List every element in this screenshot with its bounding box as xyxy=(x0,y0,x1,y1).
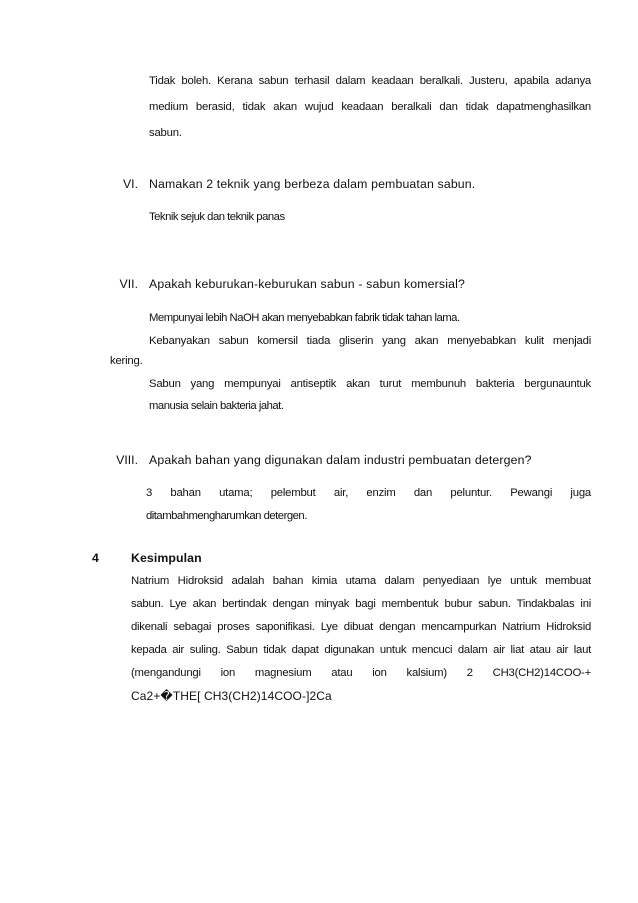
conclusion-line-2: sabun. Lye akan bertindak dengan minyak bagi membentuk bubur sabun. Tindakbalas ini xyxy=(131,598,591,610)
question-vii-text: Apakah keburukan-keburukan sabun - sabun komersial? xyxy=(149,277,465,291)
conclusion-line-3: dikenali sebagai proses saponifikasi. Lye dibuat dengan mencampurkan Natrium Hidroksid xyxy=(131,621,591,633)
answer-vi: Teknik sejuk dan teknik panas xyxy=(149,211,285,223)
answer-v-line-1: Tidak boleh. Kerana sabun terhasil dalam keadaan beralkali. Justeru, apabila adanya xyxy=(149,75,591,87)
question-viii-text: Apakah bahan yang digunakan dalam industri pembuatan detergen? xyxy=(149,453,532,467)
answer-viii-line-2: ditambahmengharumkan detergen. xyxy=(146,510,307,522)
question-vi-text: Namakan 2 teknik yang berbeza dalam pembuatan sabun. xyxy=(149,177,476,191)
answer-viii-line-1: 3 bahan utama; pelembut air, enzim dan peluntur. Pewangi juga xyxy=(146,487,591,499)
conclusion-line-1: Natrium Hidroksid adalah bahan kimia utama dalam penyediaan lye untuk membuat xyxy=(131,575,591,587)
question-viii-number: VIII. xyxy=(116,453,138,467)
question-vii-number: VII. xyxy=(119,277,138,291)
answer-vii-line-2: Kebanyakan sabun komersil tiada gliserin yang akan menyebabkan kulit menjadi xyxy=(149,335,591,347)
answer-vii-line-3: kering. xyxy=(110,355,143,367)
answer-vii-line-1: Mempunyai lebih NaOH akan menyebabkan fabrik tidak tahan lama. xyxy=(149,312,460,324)
section-4-title: Kesimpulan xyxy=(131,551,202,565)
answer-v-line-2: medium berasid, tidak akan wujud keadaan beralkali dan tidak dapatmenghasilkan xyxy=(149,101,591,113)
conclusion-line-4: kepada air suling. Sabun tidak dapat digunakan untuk mencuci dalam air liat atau air laut xyxy=(131,644,591,656)
answer-v-line-3: sabun. xyxy=(149,127,182,139)
question-vi-number: VI. xyxy=(122,177,138,191)
conclusion-line-5: (mengandungi ion magnesium atau ion kalsium) 2 CH3(CH2)14COO-+ xyxy=(131,667,591,679)
section-4-number: 4 xyxy=(92,551,99,565)
conclusion-line-6: Ca2+�THE[ CH3(CH2)14COO-]2Ca xyxy=(131,689,332,703)
answer-vii-line-5: manusia selain bakteria jahat. xyxy=(149,400,284,412)
answer-vii-line-4: Sabun yang mempunyai antiseptik akan turut membunuh bakteria bergunauntuk xyxy=(149,378,591,390)
